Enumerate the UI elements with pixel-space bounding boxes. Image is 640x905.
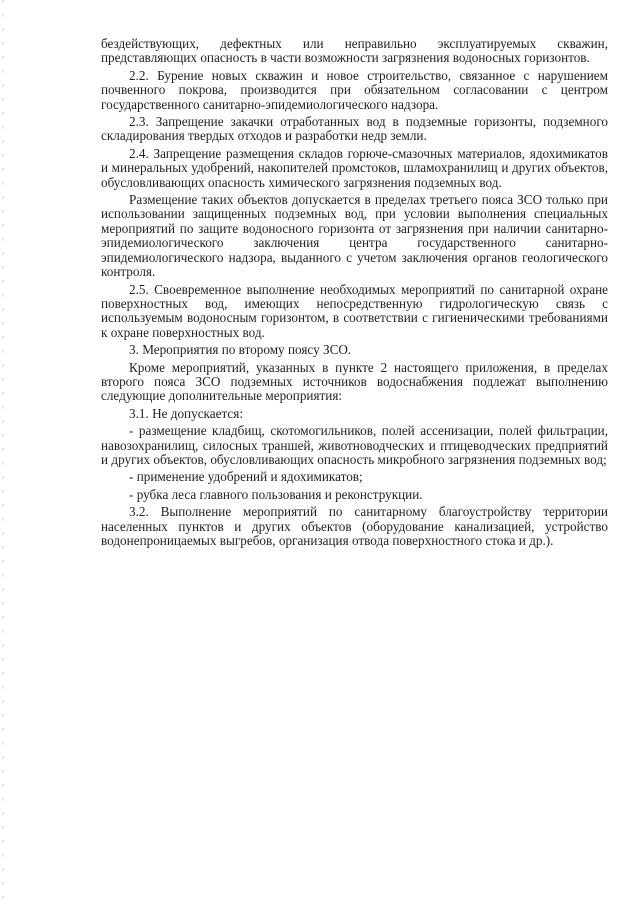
paragraph-2-5: 2.5. Своевременное выполнение необходимых мероприятий по санитарной охране поверхностных вод, имеющих непосредственную гидрологическую связь с используемым водоносным горизонтом, в соответствии с гигиеническими требованиями к охране поверхностных вод.: [101, 281, 608, 340]
list-item: - рубка леса главного пользования и реконструкции.: [129, 486, 423, 502]
document-body: [101, 37, 608, 551]
list-item: - применение удобрений и ядохимикатов;: [129, 469, 363, 485]
section-heading-3: 3. Мероприятия по второму поясу ЗСО.: [129, 342, 352, 358]
paragraph-intro-3: Кроме мероприятий, указанных в пункте 2 настоящего приложения, в пределах второго пояса ЗСО подземных источников водоснабжения подлежат выполнению следующие дополнительные мероприятия:: [101, 359, 608, 404]
paragraph: бездействующих, дефектных или неправильно эксплуатируемых скважин, представляющих опасность в части возможности загрязнения водоносных горизонтов.: [101, 36, 608, 66]
paragraph-placement: Размещение таких объектов допускается в пределах третьего пояса ЗСО только при использовании защищенных подземных вод, при условии выполнения специальных мероприятий по защите водоносного горизонта от загрязнения при наличии санитарно-эпидемиологического заключения центра государственного санитарно-эпидемиологического надзора, выданного с учетом заключения органов геологического контроля.: [101, 192, 608, 280]
paragraph-2-2: 2.2. Бурение новых скважин и новое строительство, связанное с нарушением почвенного покрова, производится при обязательном согласовании с центром государственного санитарно-эпидемиологического надзора.: [101, 67, 608, 112]
scan-edge-artifact: [2, 0, 4, 905]
paragraph-2-4: 2.4. Запрещение размещения складов горюче-смазочных материалов, ядохимикатов и минеральных удобрений, накопителей промстоков, шламохранилищ и других объектов, обусловливающих опасность химического загрязнения подземных вод.: [101, 145, 608, 190]
paragraph-2-3: 2.3. Запрещение закачки отработанных вод в подземные горизонты, подземного складирования твердых отходов и разработки недр земли.: [101, 114, 608, 144]
paragraph-3-1: 3.1. Не допускается:: [129, 405, 243, 421]
paragraph-3-2: 3.2. Выполнение мероприятий по санитарному благоустройству территории населенных пунктов и других объектов (оборудование канализацией, устройство водонепроницаемых выгребов, организация отвода поверхностного стока и др.).: [101, 504, 608, 548]
list-item: - размещение кладбищ, скотомогильников, полей ассенизации, полей фильтрации, навозохранилищ, силосных траншей, животноводческих и птицеводческих предприятий и других объектов, обусловливающих опасность микробного загрязнения подземных вод;: [101, 423, 608, 467]
